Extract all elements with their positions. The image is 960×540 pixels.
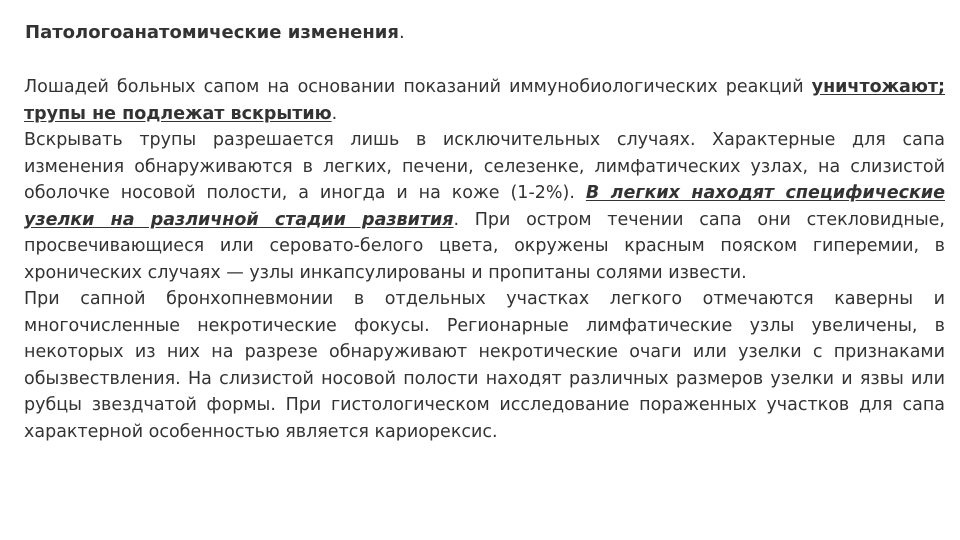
paragraph-3-text: При сапной бронхопневмонии в отдельных участках легкого отмечаются каверны и многочисленные некротические фокусы. Регионарные лимфатические узлы увеличены, в некоторых из них на разрезе обнаруживают некротические очаги или узелки с признаками обызвествления. На слизистой носовой полости находят различных размеров узелки и язвы или рубцы звездчатой формы. При гистологическом исследование пораженных участков для сапа характерной особенностью является кариорексис. (24, 289, 945, 442)
page-title (25, 20, 405, 46)
paragraph-2 (24, 127, 945, 286)
paragraph-2-text: Вскрывать трупы разрешается лишь в исключительных случаях. Характерные для сапа изменения обнаруживаются в легких, печени, селезенке, лимфатических узлах, на слизистой оболочке носовой полости, а иногда и на коже (1-2%). (24, 130, 945, 203)
paragraph-3 (24, 286, 945, 445)
paragraph-2-emphasis: В легких находят специфические узелки на различной стадии развития (24, 183, 945, 230)
paragraph-1-emphasis: уничтожают; трупы не подлежат вскрытию (24, 77, 945, 124)
title-period: . (398, 22, 405, 43)
paragraph-1 (24, 74, 945, 127)
paragraph-1-end: . (331, 103, 338, 124)
body-text (24, 74, 945, 445)
paragraph-1-text: Лошадей больных сапом на основании показаний иммунобиологических реакций (24, 77, 812, 97)
title-heading: Патологоанатомические изменения (25, 22, 399, 43)
paragraph-2-rest: . При остром течении сапа они стекловидные, просвечивающиеся или серовато-белого цвета, окружены красным пояском гиперемии, в хронических случаях — узлы инкапсулированы и пропитаны солями извести. (24, 209, 945, 283)
